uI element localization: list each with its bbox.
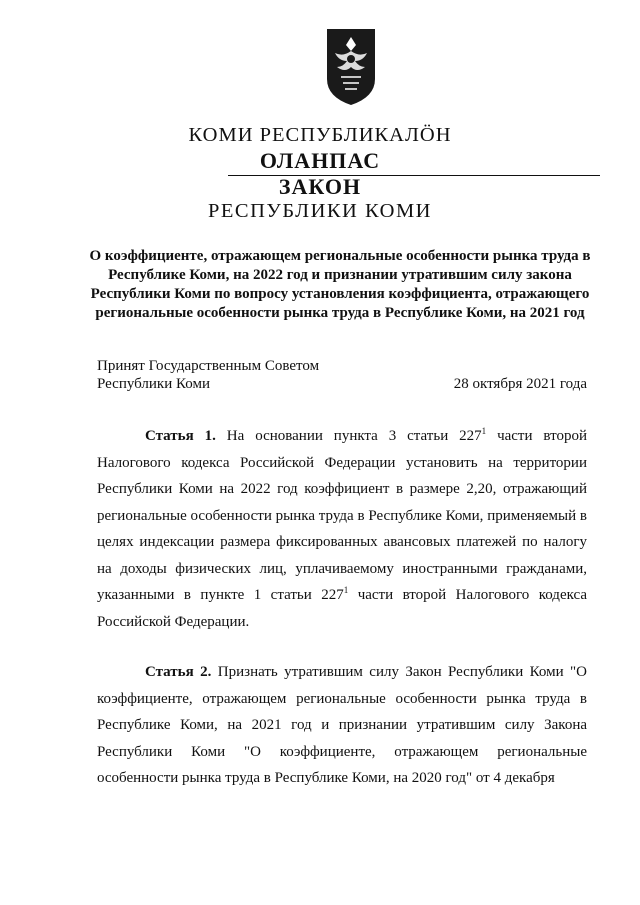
law-heading: ЗАКОН bbox=[278, 174, 362, 199]
adoption-line-2: Республики Коми bbox=[97, 376, 210, 392]
coat-of-arms-emblem bbox=[325, 27, 377, 107]
article-1-text-b: части второй Налогового кодекса Российской Федерации установить на территории Республики Коми на 2022 год коэффициент в размере 2,20, отражающий региональные особенности рынка труда в Республике Коми, применяемый в целях индексации размера фиксированных авансовых платежей по налогу на доходы физических лиц, уплачиваемому иностранными гражданами, указанными в пункте 1 статьи 227 bbox=[97, 428, 588, 603]
republic-name: РЕСПУБЛИКИ КОМИ bbox=[208, 200, 432, 222]
adoption-date: 28 октября 2021 года bbox=[453, 376, 587, 392]
article-1-superscript-a: 1 bbox=[481, 426, 487, 436]
article-1-superscript-b: 1 bbox=[343, 585, 349, 595]
article-1-text-a: На основании пункта 3 статьи 227 bbox=[226, 428, 482, 444]
article-2 bbox=[97, 659, 587, 792]
olanpas-heading: ОЛАНПАС bbox=[259, 148, 381, 173]
article-1 bbox=[97, 423, 587, 635]
article-1-text-c: части второй Налогового кодекса Российской Федерации. bbox=[97, 587, 588, 630]
article-1-heading: Статья 1. bbox=[145, 428, 216, 444]
republic-name-komi-language: КОМИ РЕСПУБЛИКАЛÖН bbox=[188, 124, 452, 146]
adoption-statement bbox=[97, 357, 319, 393]
article-2-text: Признать утратившим силу Закон Республики Коми "О коэффициенте, отражающем региональные особенности рынка труда в Республике Коми, на 2021 год и признании утратившим силу Закона Республики Коми "О коэффициенте, отражающем региональные особенности рынка труда в Республике Коми, на 2020 год" от 4 декабря bbox=[97, 664, 587, 786]
article-2-heading: Статья 2. bbox=[145, 664, 212, 680]
law-title: О коэффициенте, отражающем региональные особенности рынка труда в Республике Коми, на 2022 год и признании утратившим силу закона Республики Коми по вопросу установления коэффициента, отражающего региональные особенности рынка труда в Республике Коми, на 2021 год bbox=[89, 248, 591, 321]
adoption-line-1: Принят Государственным Советом bbox=[97, 358, 320, 374]
